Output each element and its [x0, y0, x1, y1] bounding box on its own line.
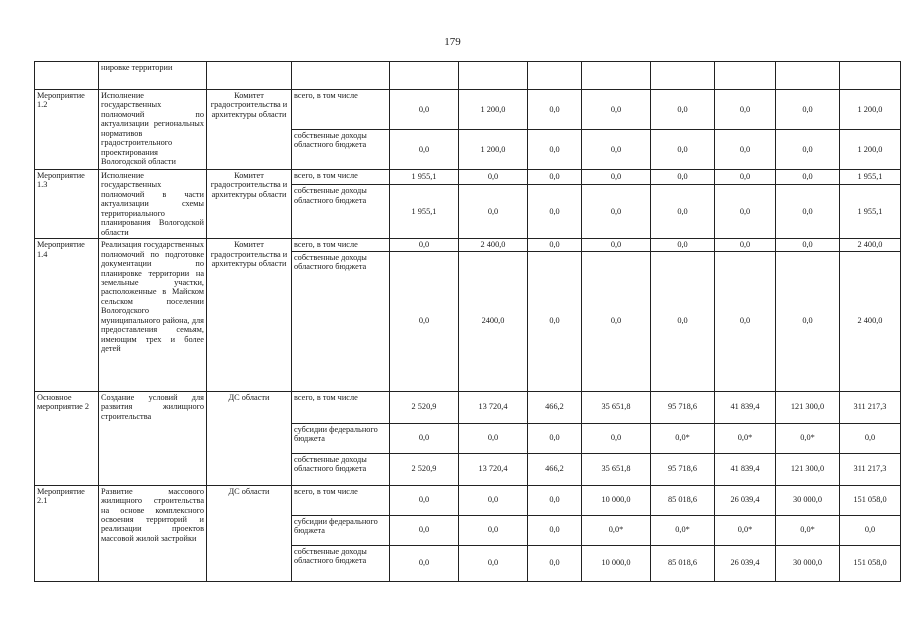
- value-cell: 0,0: [582, 170, 651, 185]
- value-cell: 95 718,6: [651, 391, 715, 423]
- value-cell: 0,0: [528, 423, 582, 453]
- value-cell: 121 300,0: [776, 391, 840, 423]
- table-row: [35, 90, 901, 130]
- value-cell: 0,0: [459, 485, 528, 515]
- value-cell: 0,0*: [776, 423, 840, 453]
- value-cell: 0,0: [459, 545, 528, 581]
- source-cell: всего, в том числе: [292, 170, 390, 185]
- value-cell: 35 651,8: [582, 391, 651, 423]
- source-cell: всего, в том числе: [292, 90, 390, 130]
- value-cell: 0,0: [528, 485, 582, 515]
- value-cell: 0,0: [715, 185, 776, 239]
- value-cell: 0,0*: [651, 423, 715, 453]
- value-cell: 10 000,0: [582, 545, 651, 581]
- value-cell: 0,0: [715, 251, 776, 391]
- value-cell: 0,0: [528, 170, 582, 185]
- value-cell: 0,0: [390, 423, 459, 453]
- value-cell: 1 955,1: [390, 170, 459, 185]
- value-cell: 0,0: [528, 185, 582, 239]
- value-cell: 0,0: [390, 239, 459, 251]
- value-cell: 0,0: [390, 485, 459, 515]
- source-cell: собственные доходы областного бюджета: [292, 545, 390, 581]
- value-cell: 0,0: [390, 90, 459, 130]
- id-cell: Мероприятие 1.3: [35, 170, 99, 239]
- value-cell: 0,0: [840, 515, 901, 545]
- value-cell: 13 720,4: [459, 453, 528, 485]
- value-cell: 0,0: [651, 130, 715, 170]
- value-cell: 0,0: [715, 90, 776, 130]
- value-cell: 0,0: [390, 515, 459, 545]
- value-cell: 0,0: [651, 90, 715, 130]
- value-cell: 0,0: [459, 423, 528, 453]
- value-cell: 1 200,0: [840, 90, 901, 130]
- source-cell: [292, 62, 390, 90]
- description-cell: Реализация государственных полномочий по подготовке документации по планировке территории на земельные участки, расположенные в Майском сельском поселении Вологодского муниципального района, для предоставления семьям, имеющим трех и более детей: [99, 239, 207, 391]
- value-cell: 0,0*: [651, 515, 715, 545]
- value-cell: 121 300,0: [776, 453, 840, 485]
- value-cell: 0,0: [582, 239, 651, 251]
- value-cell: 0,0: [715, 239, 776, 251]
- value-cell: 0,0: [582, 90, 651, 130]
- table-row: [35, 391, 901, 423]
- value-cell: 0,0: [582, 185, 651, 239]
- page-number: 179: [444, 36, 461, 48]
- table-row: [35, 239, 901, 251]
- value-cell: 0,0: [528, 239, 582, 251]
- value-cell: 1 200,0: [459, 90, 528, 130]
- id-cell: Мероприятие 1.4: [35, 239, 99, 391]
- value-cell: 2 520,9: [390, 391, 459, 423]
- value-cell: 0,0*: [715, 423, 776, 453]
- description-cell: Создание условий для развития жилищного строительства: [99, 391, 207, 485]
- description-cell: нировке территории: [99, 62, 207, 90]
- value-cell: 30 000,0: [776, 485, 840, 515]
- description-cell: Развитие массового жилищного строительства на основе комплексного освоения территорий и реализации проектов массовой жилой застройки: [99, 485, 207, 581]
- budget-table: [34, 61, 901, 582]
- value-cell: [651, 62, 715, 90]
- value-cell: 1 955,1: [390, 185, 459, 239]
- value-cell: 1 955,1: [840, 170, 901, 185]
- value-cell: 0,0: [651, 239, 715, 251]
- source-cell: собственные доходы областного бюджета: [292, 251, 390, 391]
- value-cell: 311 217,3: [840, 391, 901, 423]
- value-cell: 2 520,9: [390, 453, 459, 485]
- value-cell: 0,0: [776, 251, 840, 391]
- source-cell: субсидии федерального бюджета: [292, 423, 390, 453]
- value-cell: 2 400,0: [840, 239, 901, 251]
- value-cell: 0,0: [715, 170, 776, 185]
- executor-cell: ДС области: [207, 485, 292, 581]
- value-cell: 10 000,0: [582, 485, 651, 515]
- value-cell: 151 058,0: [840, 545, 901, 581]
- value-cell: 0,0: [390, 251, 459, 391]
- value-cell: 0,0: [528, 251, 582, 391]
- value-cell: 13 720,4: [459, 391, 528, 423]
- source-cell: всего, в том числе: [292, 239, 390, 251]
- value-cell: 1 200,0: [840, 130, 901, 170]
- id-cell: Мероприятие 1.2: [35, 90, 99, 170]
- value-cell: 26 039,4: [715, 545, 776, 581]
- value-cell: 1 200,0: [459, 130, 528, 170]
- value-cell: 0,0: [528, 90, 582, 130]
- value-cell: 0,0*: [582, 515, 651, 545]
- source-cell: собственные доходы областного бюджета: [292, 453, 390, 485]
- description-cell: Исполнение государственных полномочий в части актуализации схемы территориального планирования Вологодской области: [99, 170, 207, 239]
- source-cell: субсидии федерального бюджета: [292, 515, 390, 545]
- executor-cell: Комитет градостроительства и архитектуры области: [207, 239, 292, 391]
- table-row: [35, 485, 901, 515]
- value-cell: 0,0: [528, 545, 582, 581]
- value-cell: 0,0: [582, 423, 651, 453]
- source-cell: всего, в том числе: [292, 391, 390, 423]
- value-cell: 0,0: [776, 130, 840, 170]
- value-cell: 35 651,8: [582, 453, 651, 485]
- description-cell: Исполнение государственных полномочий по актуализации региональных нормативов градостроительного проектирования Вологодской области: [99, 90, 207, 170]
- value-cell: 0,0: [776, 239, 840, 251]
- id-cell: [35, 62, 99, 90]
- executor-cell: ДС области: [207, 391, 292, 485]
- executor-cell: Комитет градостроительства и архитектуры области: [207, 170, 292, 239]
- value-cell: [459, 62, 528, 90]
- value-cell: 0,0: [459, 515, 528, 545]
- value-cell: 0,0: [582, 130, 651, 170]
- value-cell: 466,2: [528, 453, 582, 485]
- value-cell: 1 955,1: [840, 185, 901, 239]
- value-cell: [715, 62, 776, 90]
- value-cell: 0,0: [528, 130, 582, 170]
- value-cell: 0,0: [459, 185, 528, 239]
- value-cell: [776, 62, 840, 90]
- source-cell: собственные доходы областного бюджета: [292, 130, 390, 170]
- value-cell: 2 400,0: [459, 239, 528, 251]
- value-cell: 95 718,6: [651, 453, 715, 485]
- executor-cell: [207, 62, 292, 90]
- value-cell: 0,0: [651, 251, 715, 391]
- value-cell: 0,0: [390, 130, 459, 170]
- value-cell: 0,0: [459, 170, 528, 185]
- value-cell: 26 039,4: [715, 485, 776, 515]
- value-cell: 2 400,0: [840, 251, 901, 391]
- value-cell: 41 839,4: [715, 391, 776, 423]
- value-cell: 0,0: [776, 90, 840, 130]
- source-cell: всего, в том числе: [292, 485, 390, 515]
- value-cell: 85 018,6: [651, 545, 715, 581]
- value-cell: 30 000,0: [776, 545, 840, 581]
- value-cell: 0,0: [651, 185, 715, 239]
- value-cell: 151 058,0: [840, 485, 901, 515]
- id-cell: Основное мероприятие 2: [35, 391, 99, 485]
- value-cell: 0,0: [840, 423, 901, 453]
- value-cell: 0,0: [390, 545, 459, 581]
- value-cell: 2400,0: [459, 251, 528, 391]
- value-cell: 0,0: [651, 170, 715, 185]
- executor-cell: Комитет градостроительства и архитектуры области: [207, 90, 292, 170]
- value-cell: 466,2: [528, 391, 582, 423]
- value-cell: [840, 62, 901, 90]
- value-cell: 311 217,3: [840, 453, 901, 485]
- value-cell: 85 018,6: [651, 485, 715, 515]
- source-cell: собственные доходы областного бюджета: [292, 185, 390, 239]
- value-cell: 0,0: [776, 170, 840, 185]
- table-row: [35, 170, 901, 185]
- value-cell: [390, 62, 459, 90]
- value-cell: 0,0*: [776, 515, 840, 545]
- value-cell: 0,0: [528, 515, 582, 545]
- value-cell: 41 839,4: [715, 453, 776, 485]
- continuation-row: [35, 62, 901, 90]
- value-cell: 0,0: [582, 251, 651, 391]
- value-cell: 0,0*: [715, 515, 776, 545]
- value-cell: 0,0: [715, 130, 776, 170]
- value-cell: [528, 62, 582, 90]
- value-cell: [582, 62, 651, 90]
- id-cell: Мероприятие 2.1: [35, 485, 99, 581]
- value-cell: 0,0: [776, 185, 840, 239]
